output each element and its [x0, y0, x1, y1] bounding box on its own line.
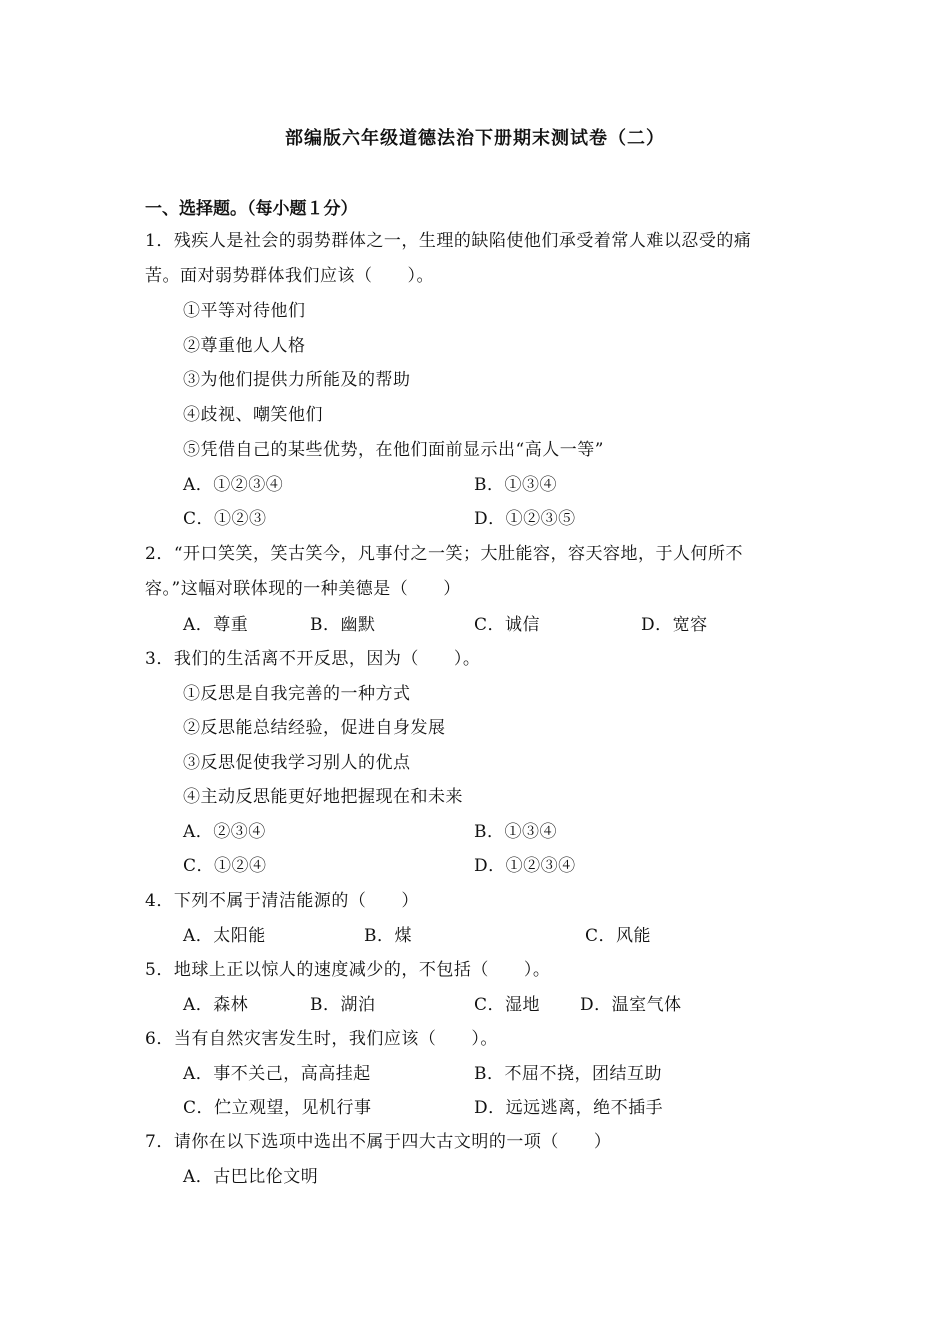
question-2-line-1: 2．“开口笑笑，笑古笑今，凡事付之一笑；大肚能容，容天容地，于人何所不 — [145, 544, 744, 564]
question-6-line-1: 6．当有自然灾害发生时，我们应该（ ）。 — [145, 1029, 498, 1049]
question-1-option-c: C．①②③ — [183, 509, 267, 529]
question-1-item-2: ②尊重他人人格 — [183, 336, 306, 356]
question-2-option-b: B．幽默 — [310, 615, 376, 635]
question-1-option-a: A．①②③④ — [183, 475, 284, 495]
question-3-item-4: ④主动反思能更好地把握现在和未来 — [183, 787, 463, 807]
question-3-option-b: B．①③④ — [474, 822, 557, 842]
page-title: 部编版六年级道德法治下册期末测试卷（二） — [285, 128, 665, 149]
question-3-option-c: C．①②④ — [183, 856, 267, 876]
question-3-line-1: 3．我们的生活离不开反思，因为（ ）。 — [145, 649, 481, 669]
question-6-option-c: C．伫立观望，见机行事 — [183, 1098, 372, 1118]
question-1-line-1: 1．残疾人是社会的弱势群体之一，生理的缺陷使他们承受着常人难以忍受的痛 — [145, 231, 752, 251]
question-3-item-2: ②反思能总结经验，促进自身发展 — [183, 718, 446, 738]
question-2-option-c: C．诚信 — [474, 615, 541, 635]
question-1-item-3: ③为他们提供力所能及的帮助 — [183, 370, 411, 390]
question-6-option-a: A．事不关己，高高挂起 — [183, 1064, 371, 1084]
question-1-option-b: B．①③④ — [474, 475, 557, 495]
question-4-line-1: 4．下列不属于清洁能源的（ ） — [145, 891, 419, 911]
question-4-option-a: A．太阳能 — [183, 926, 266, 946]
question-2-line-2: 容。”这幅对联体现的一种美德是（ ） — [145, 579, 461, 599]
question-3-item-1: ①反思是自我完善的一种方式 — [183, 684, 411, 704]
question-1-item-1: ①平等对待他们 — [183, 301, 306, 321]
question-5-line-1: 5．地球上正以惊人的速度减少的，不包括（ ）。 — [145, 960, 551, 980]
question-7-line-1: 7．请你在以下选项中选出不属于四大古文明的一项（ ） — [145, 1132, 612, 1152]
question-2-option-a: A．尊重 — [183, 615, 249, 635]
question-5-option-b: B．湖泊 — [310, 995, 376, 1015]
question-3-option-d: D．①②③④ — [474, 856, 576, 876]
question-1-item-5: ⑤凭借自己的某些优势，在他们面前显示出“高人一等” — [183, 440, 604, 460]
question-1-option-d: D．①②③⑤ — [474, 509, 576, 529]
question-7-option-a: A．古巴比伦文明 — [183, 1167, 319, 1187]
question-3-item-3: ③反思促使我学习别人的优点 — [183, 753, 411, 773]
question-2-option-d: D．宽容 — [641, 615, 708, 635]
question-5-option-d: D．温室气体 — [580, 995, 682, 1015]
question-5-option-a: A．森林 — [183, 995, 249, 1015]
question-6-option-d: D．远远逃离，绝不插手 — [474, 1098, 664, 1118]
question-4-option-b: B．煤 — [364, 926, 412, 946]
question-3-option-a: A．②③④ — [183, 822, 266, 842]
section-heading: 一、选择题。（每小题１分） — [145, 199, 358, 219]
question-1-item-4: ④歧视、嘲笑他们 — [183, 405, 323, 425]
question-5-option-c: C．湿地 — [474, 995, 541, 1015]
question-6-option-b: B．不屈不挠，团结互助 — [474, 1064, 662, 1084]
question-1-line-2: 苦。面对弱势群体我们应该（ ）。 — [145, 266, 434, 286]
question-4-option-c: C．风能 — [585, 926, 652, 946]
